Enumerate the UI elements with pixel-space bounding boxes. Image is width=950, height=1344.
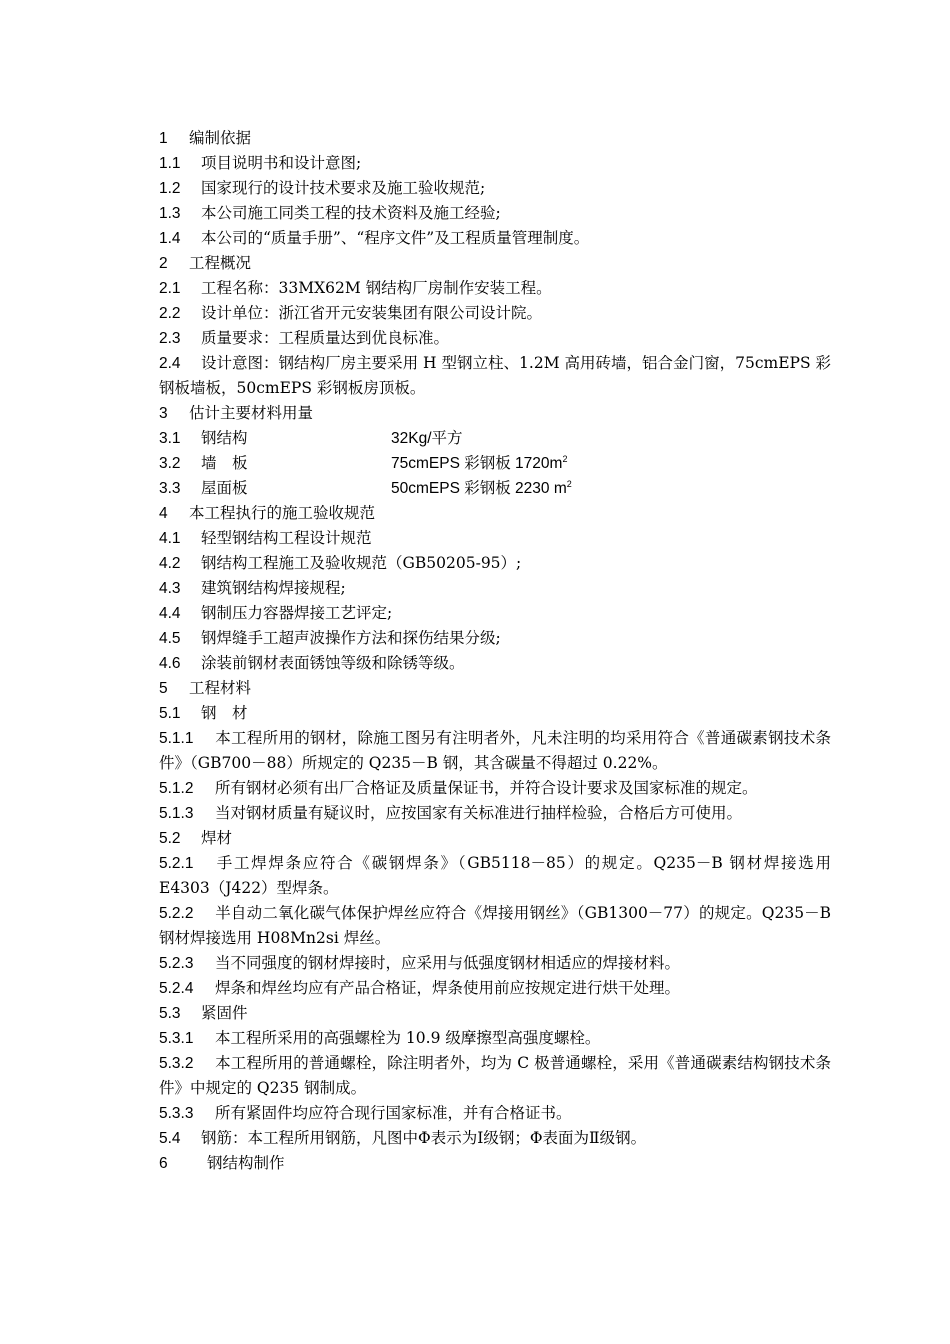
list-item	[159, 151, 831, 176]
list-item	[159, 1101, 831, 1126]
item-text: 本工程所用的普通螺栓，除注明者外，均为 C 极普通螺栓，采用《普通碳素结构钢技术条件》中规定的 Q235 钢制成。	[159, 1054, 831, 1097]
item-number: 4.4	[159, 605, 181, 622]
item-number: 3.3	[159, 480, 181, 497]
item-text: 质量要求：工程质量达到优良标准。	[201, 329, 450, 347]
subsection-5-3-heading	[159, 1001, 831, 1026]
item-text: 建筑钢结构焊接规程;	[201, 579, 346, 597]
section-title: 本工程执行的施工验收规范	[189, 504, 376, 522]
list-item	[159, 551, 831, 576]
subsection-number: 5.3	[159, 1005, 181, 1022]
section-number: 2	[159, 255, 168, 272]
item-text: 当对钢材质量有疑议时，应按国家有关标准进行抽样检验，合格后方可使用。	[215, 804, 743, 822]
item-text: 当不同强度的钢材焊接时，应采用与低强度钢材相适应的焊接材料。	[215, 954, 681, 972]
section-4-heading	[159, 501, 831, 526]
list-item-multiline	[159, 776, 831, 801]
section-3-heading	[159, 401, 831, 426]
material-amount	[391, 451, 567, 476]
item-number: 1.2	[159, 180, 181, 197]
list-item-multiline	[159, 801, 831, 826]
list-item	[159, 976, 831, 1001]
subsection-title: 紧固件	[201, 1004, 248, 1022]
list-item	[159, 201, 831, 226]
material-amount: 32Kg/平方	[391, 430, 463, 447]
item-number: 5.2.1	[159, 855, 194, 872]
list-item	[159, 176, 831, 201]
item-text: 本公司施工同类工程的技术资料及施工经验;	[201, 204, 501, 222]
section-number: 5	[159, 680, 168, 697]
section-number: 1	[159, 130, 168, 147]
list-item-multiline	[159, 1051, 831, 1101]
item-number: 4.6	[159, 655, 181, 672]
list-item	[159, 651, 831, 676]
item-text: 钢筋：本工程所用钢筋，凡图中Φ表示为Ⅰ级钢；Φ表面为Ⅱ级钢。	[201, 1129, 647, 1147]
unit-superscript: 2	[566, 478, 572, 489]
material-row	[159, 476, 831, 501]
item-number: 2.4	[159, 355, 181, 372]
item-number: 5.2.2	[159, 905, 194, 922]
item-text: 钢制压力容器焊接工艺评定;	[201, 604, 393, 622]
section-number: 3	[159, 405, 168, 422]
item-text: 设计单位：浙江省开元安装集团有限公司设计院。	[201, 304, 543, 322]
item-text: 国家现行的设计技术要求及施工验收规范;	[201, 179, 486, 197]
section-number: 4	[159, 505, 168, 522]
item-number: 1.4	[159, 230, 181, 247]
item-text: 钢焊缝手工超声波操作方法和探伤结果分级;	[201, 629, 501, 647]
section-5-heading	[159, 676, 831, 701]
subsection-number: 5.1	[159, 705, 181, 722]
item-text: 工程名称：33MX62M 钢结构厂房制作安装工程。	[201, 279, 552, 297]
subsection-number: 5.4	[159, 1130, 181, 1147]
subsection-title: 钢 材	[201, 704, 248, 722]
item-text: 所有紧固件均应符合现行国家标准，并有合格证书。	[215, 1104, 572, 1122]
item-number: 4.3	[159, 580, 181, 597]
item-text: 本公司的“质量手册”、“程序文件”及工程质量管理制度。	[201, 229, 590, 247]
material-amount	[391, 476, 572, 501]
item-text: 本工程所用的钢材，除施工图另有注明者外，凡未注明的均采用符合《普通碳素钢技术条件》（GB700－88）所规定的 Q235－B 钢，其含碳量不得超过 0.22%。	[159, 729, 831, 772]
item-number: 5.1.1	[159, 730, 194, 747]
list-item	[159, 1026, 831, 1051]
item-number: 1.1	[159, 155, 181, 172]
section-1-heading	[159, 126, 831, 151]
item-text: 钢结构工程施工及验收规范（GB50205-95）;	[201, 554, 522, 572]
subsection-number: 5.2	[159, 830, 181, 847]
list-item	[159, 226, 831, 251]
list-item	[159, 326, 831, 351]
list-item-multiline	[159, 726, 831, 776]
item-number: 2.3	[159, 330, 181, 347]
section-6-heading	[159, 1151, 831, 1176]
item-number: 3.1	[159, 430, 181, 447]
item-number: 5.1.2	[159, 780, 194, 797]
list-item	[159, 601, 831, 626]
item-text: 轻型钢结构工程设计规范	[201, 529, 372, 547]
item-number: 5.3.2	[159, 1055, 194, 1072]
item-number: 5.3.3	[159, 1105, 194, 1122]
subsection-5-1-heading	[159, 701, 831, 726]
section-title: 估计主要材料用量	[189, 404, 314, 422]
unit-superscript: 2	[562, 453, 568, 464]
item-number: 3.2	[159, 455, 181, 472]
section-title: 钢结构制作	[207, 1154, 285, 1172]
item-number: 2.1	[159, 280, 181, 297]
item-text: 本工程所采用的高强螺栓为 10.9 级摩擦型高强度螺栓。	[215, 1029, 601, 1047]
list-item	[159, 576, 831, 601]
item-text: 所有钢材必须有出厂合格证及质量保证书，并符合设计要求及国家标准的规定。	[215, 779, 758, 797]
material-amount-text: 75cmEPS 彩钢板 1720m	[391, 455, 563, 472]
material-row	[159, 451, 831, 476]
subsection-5-2-heading	[159, 826, 831, 851]
item-number: 1.3	[159, 205, 181, 222]
item-number: 4.1	[159, 530, 181, 547]
section-title: 编制依据	[189, 129, 252, 147]
list-item	[159, 301, 831, 326]
material-name: 墙 板	[201, 454, 248, 472]
material-name: 钢结构	[201, 429, 248, 447]
list-item	[159, 626, 831, 651]
document-body	[159, 126, 831, 1176]
section-number: 6	[159, 1155, 168, 1172]
subsection-5-4	[159, 1126, 831, 1151]
item-number: 5.2.3	[159, 955, 194, 972]
item-number: 2.2	[159, 305, 181, 322]
list-item-multiline	[159, 351, 831, 401]
item-number: 4.2	[159, 555, 181, 572]
item-number: 5.1.3	[159, 805, 194, 822]
item-text: 半自动二氧化碳气体保护焊丝应符合《焊接用钢丝》（GB1300－77）的规定。Q235－B 钢材焊接选用 H08Mn2si 焊丝。	[159, 904, 831, 947]
subsection-title: 焊材	[201, 829, 233, 847]
item-number: 5.2.4	[159, 980, 194, 997]
list-item	[159, 276, 831, 301]
item-number: 4.5	[159, 630, 181, 647]
item-text: 项目说明书和设计意图;	[201, 154, 362, 172]
material-amount-text: 50cmEPS 彩钢板 2230 m	[391, 480, 567, 497]
list-item-multiline	[159, 901, 831, 951]
item-text: 涂装前钢材表面锈蚀等级和除锈等级。	[201, 654, 465, 672]
item-text: 设计意图：钢结构厂房主要采用 H 型钢立柱、1.2M 高用砖墙，铝合金门窗，75cmEPS 彩钢板墙板，50cmEPS 彩钢板房顶板。	[159, 354, 831, 397]
list-item	[159, 526, 831, 551]
item-text: 手工焊焊条应符合《碳钢焊条》（GB5118－85）的规定。Q235－B 钢材焊接选用 E4303（J422）型焊条。	[159, 854, 831, 897]
material-name: 屋面板	[201, 479, 248, 497]
section-title: 工程概况	[189, 254, 252, 272]
section-title: 工程材料	[189, 679, 252, 697]
item-text: 焊条和焊丝均应有产品合格证，焊条使用前应按规定进行烘干处理。	[215, 979, 681, 997]
material-row	[159, 426, 831, 451]
section-2-heading	[159, 251, 831, 276]
item-number: 5.3.1	[159, 1030, 194, 1047]
list-item-multiline	[159, 851, 831, 901]
list-item	[159, 951, 831, 976]
